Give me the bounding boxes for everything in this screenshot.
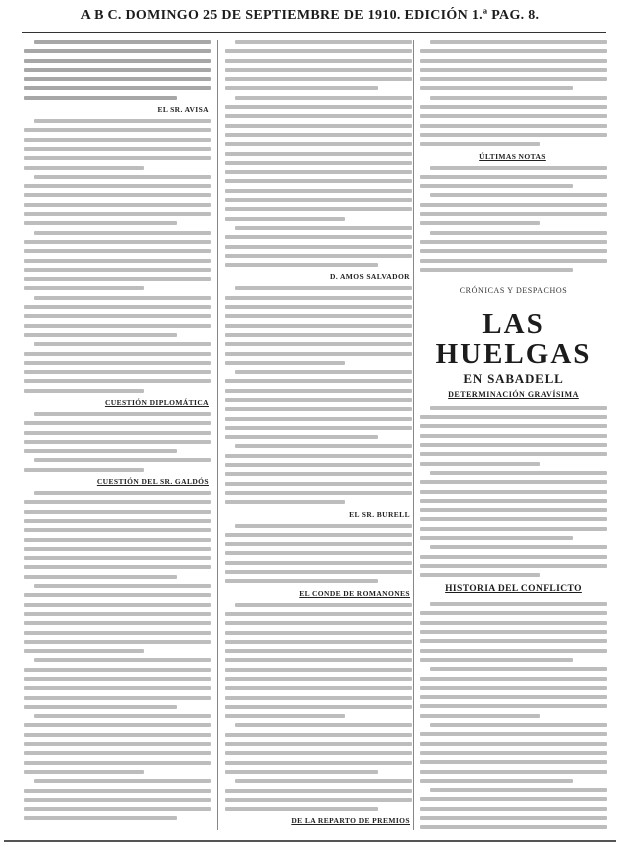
text-line — [430, 231, 607, 235]
text-line — [225, 407, 412, 411]
text-line — [34, 231, 211, 235]
text-line — [34, 779, 211, 783]
text-line — [24, 379, 211, 383]
text-line — [420, 49, 607, 53]
text-line — [24, 612, 211, 616]
text-line — [420, 443, 607, 447]
text-line — [235, 444, 412, 448]
text-line — [225, 733, 412, 737]
text-line — [24, 742, 211, 746]
text-line — [24, 500, 211, 504]
text-line — [24, 556, 211, 560]
text-line — [24, 770, 144, 774]
text-line — [225, 649, 412, 653]
text-line — [225, 68, 412, 72]
text-line — [235, 286, 412, 290]
text-line — [225, 435, 378, 439]
text-line — [420, 573, 540, 577]
text-line — [24, 193, 211, 197]
text-line — [225, 86, 378, 90]
text-line — [225, 361, 345, 365]
text-line — [225, 482, 412, 486]
text-line — [235, 603, 412, 607]
bottom-rule — [4, 840, 616, 842]
text-line — [225, 49, 412, 53]
text-line — [225, 677, 412, 681]
text-line — [34, 342, 211, 346]
text-line — [225, 714, 345, 718]
text-line — [420, 630, 607, 634]
text-line — [24, 789, 211, 793]
text-line — [420, 133, 607, 137]
text-line — [24, 686, 211, 690]
text-line — [225, 686, 412, 690]
text-line — [225, 296, 412, 300]
text-line — [34, 119, 211, 123]
text-line — [420, 742, 607, 746]
text-line — [225, 426, 412, 430]
text-line — [420, 462, 540, 466]
text-line — [225, 789, 412, 793]
text-line — [420, 114, 607, 118]
text-line — [24, 723, 211, 727]
text-line — [225, 235, 412, 239]
text-line — [420, 184, 573, 188]
text-line — [24, 49, 211, 53]
text-line — [420, 415, 607, 419]
text-line — [420, 508, 607, 512]
text-line — [225, 305, 412, 309]
text-line — [225, 579, 378, 583]
text-line — [24, 538, 211, 542]
page-header: A B C. DOMINGO 25 DE SEPTIEMBRE DE 1910. EDICIÓN 1.ª PAG. 8. — [80, 8, 540, 23]
text-line — [430, 602, 607, 606]
section-kicker: CRÓNICAS Y DESPACHOS — [459, 285, 568, 295]
text-line — [24, 259, 211, 263]
text-line — [24, 733, 211, 737]
text-line — [225, 751, 412, 755]
text-line — [24, 816, 177, 820]
text-line — [420, 240, 607, 244]
text-line — [24, 440, 211, 444]
text-line — [420, 124, 607, 128]
text-line — [24, 240, 211, 244]
text-line — [225, 161, 412, 165]
text-line — [225, 398, 412, 402]
text-line — [420, 760, 607, 764]
text-line — [24, 631, 211, 635]
text-line — [225, 570, 412, 574]
text-line — [420, 770, 607, 774]
text-line — [225, 352, 412, 356]
text-line — [420, 424, 607, 428]
text-line — [420, 564, 607, 568]
text-line — [430, 471, 607, 475]
text-line — [24, 166, 144, 170]
text-line — [24, 212, 211, 216]
section-byline: EL CONDE DE ROMANONES — [299, 588, 410, 598]
text-line — [24, 449, 177, 453]
text-line — [430, 667, 607, 671]
text-line — [420, 677, 607, 681]
text-line — [420, 175, 607, 179]
text-line — [420, 480, 607, 484]
text-line — [24, 96, 177, 100]
text-line — [24, 59, 211, 63]
text-line — [24, 807, 211, 811]
text-line — [225, 454, 412, 458]
text-line — [24, 575, 177, 579]
text-line — [34, 175, 211, 179]
section-byline: DE LA REPARTO DE PREMIOS — [291, 816, 410, 826]
text-line — [24, 249, 211, 253]
text-line — [420, 86, 573, 90]
text-line — [420, 797, 607, 801]
text-line — [24, 138, 211, 142]
text-line — [225, 245, 412, 249]
text-line — [225, 472, 412, 476]
text-line — [24, 156, 211, 160]
text-line — [225, 314, 412, 318]
text-line — [235, 226, 412, 230]
text-line — [24, 510, 211, 514]
text-line — [420, 77, 607, 81]
text-line — [24, 677, 211, 681]
section-byline: D. AMOS SALVADOR — [330, 272, 410, 282]
text-line — [225, 631, 412, 635]
text-line — [24, 468, 144, 472]
text-line — [420, 825, 607, 829]
text-line — [225, 612, 412, 616]
text-line — [225, 533, 412, 537]
text-line — [24, 268, 211, 272]
text-line — [34, 458, 211, 462]
text-line — [24, 324, 211, 328]
text-line — [225, 142, 412, 146]
column-divider — [413, 40, 414, 830]
text-line — [420, 434, 607, 438]
text-line — [420, 658, 573, 662]
text-line — [420, 221, 540, 225]
text-line — [430, 166, 607, 170]
text-line — [225, 59, 412, 63]
text-line — [24, 184, 211, 188]
text-line — [24, 305, 211, 309]
text-line — [225, 152, 412, 156]
text-line — [225, 207, 412, 211]
text-line — [24, 389, 144, 393]
text-line — [24, 603, 211, 607]
text-line — [420, 611, 607, 615]
text-line — [420, 621, 607, 625]
text-line — [420, 68, 607, 72]
text-line — [420, 59, 607, 63]
text-line — [24, 421, 211, 425]
text-line — [420, 268, 573, 272]
text-line — [225, 198, 412, 202]
text-line — [225, 217, 345, 221]
text-line — [430, 40, 607, 44]
text-line — [225, 254, 412, 258]
text-line — [24, 761, 211, 765]
text-line — [24, 640, 211, 644]
headline-deck: DETERMINACIÓN GRAVÍSIMA — [448, 389, 579, 399]
text-line — [225, 379, 412, 383]
main-headline: LAS HUELGAS — [435, 307, 592, 370]
section-byline: EL SR. BURELL — [349, 509, 410, 519]
text-line — [420, 212, 607, 216]
text-line — [24, 128, 211, 132]
text-line — [225, 807, 378, 811]
text-line — [34, 714, 211, 718]
text-line — [225, 333, 412, 337]
header-rule — [22, 32, 606, 33]
text-line — [420, 452, 607, 456]
text-line — [420, 695, 607, 699]
text-line — [24, 221, 177, 225]
text-line — [420, 249, 607, 253]
section-heading: HISTORIA DEL CONFLICTO — [445, 584, 582, 595]
text-line — [430, 788, 607, 792]
text-line — [225, 500, 345, 504]
text-line — [225, 179, 412, 183]
text-line — [24, 333, 177, 337]
text-line — [24, 286, 144, 290]
text-line — [24, 314, 211, 318]
column-2 — [225, 40, 412, 830]
text-line — [225, 124, 412, 128]
text-line — [420, 816, 607, 820]
text-line — [430, 193, 607, 197]
text-line — [34, 491, 211, 495]
text-line — [430, 96, 607, 100]
text-line — [225, 761, 412, 765]
text-line — [430, 406, 607, 410]
text-line — [225, 114, 412, 118]
text-line — [24, 565, 211, 569]
text-line — [225, 640, 412, 644]
text-line — [420, 517, 607, 521]
text-line — [34, 296, 211, 300]
text-line — [34, 40, 211, 44]
text-line — [225, 105, 412, 109]
section-byline: CUESTIÓN DEL SR. GALDÓS — [96, 477, 209, 487]
text-line — [24, 352, 211, 356]
text-line — [24, 593, 211, 597]
text-line — [34, 658, 211, 662]
text-line — [225, 542, 412, 546]
text-line — [225, 742, 412, 746]
text-line — [235, 723, 412, 727]
text-line — [420, 649, 607, 653]
text-line — [225, 658, 412, 662]
text-line — [420, 714, 540, 718]
text-line — [225, 798, 412, 802]
text-line — [225, 263, 378, 267]
text-line — [225, 189, 412, 193]
text-line — [24, 86, 211, 90]
text-line — [225, 170, 412, 174]
text-line — [420, 499, 607, 503]
text-line — [24, 77, 211, 81]
text-line — [34, 412, 211, 416]
text-line — [24, 528, 211, 532]
text-line — [24, 361, 211, 365]
text-line — [24, 751, 211, 755]
text-line — [235, 779, 412, 783]
text-line — [420, 527, 607, 531]
text-line — [225, 696, 412, 700]
subheadline: EN SABADELL — [463, 370, 564, 386]
text-line — [24, 277, 211, 281]
text-line — [24, 649, 144, 653]
text-line — [235, 524, 412, 528]
text-line — [225, 342, 412, 346]
text-line — [225, 668, 412, 672]
text-line — [24, 519, 211, 523]
text-line — [225, 133, 412, 137]
text-line — [420, 807, 607, 811]
text-line — [34, 584, 211, 588]
text-line — [430, 723, 607, 727]
column-3 — [420, 40, 607, 830]
text-line — [235, 370, 412, 374]
text-line — [24, 370, 211, 374]
text-line — [24, 696, 211, 700]
text-line — [420, 203, 607, 207]
section-byline: CUESTIÓN DIPLOMÁTICA — [104, 397, 209, 407]
text-line — [24, 203, 211, 207]
text-line — [420, 105, 607, 109]
text-line — [225, 491, 412, 495]
section-label: ÚLTIMAS NOTAS — [479, 151, 546, 161]
text-line — [420, 259, 607, 263]
text-line — [225, 324, 412, 328]
text-line — [420, 704, 607, 708]
text-line — [225, 561, 412, 565]
column-1 — [24, 40, 211, 830]
text-line — [225, 463, 412, 467]
text-line — [225, 77, 412, 81]
text-line — [24, 798, 211, 802]
text-line — [24, 705, 177, 709]
text-line — [420, 732, 607, 736]
text-line — [235, 40, 412, 44]
text-line — [235, 96, 412, 100]
text-line — [225, 417, 412, 421]
text-line — [24, 147, 211, 151]
text-line — [24, 668, 211, 672]
text-line — [420, 536, 573, 540]
text-line — [420, 639, 607, 643]
text-line — [420, 142, 540, 146]
text-line — [24, 68, 211, 72]
text-line — [420, 779, 573, 783]
text-line — [420, 686, 607, 690]
text-line — [225, 389, 412, 393]
text-line — [24, 431, 211, 435]
text-line — [225, 770, 378, 774]
text-line — [225, 621, 412, 625]
column-divider — [217, 40, 218, 830]
text-line — [24, 621, 211, 625]
text-line — [430, 545, 607, 549]
text-line — [420, 490, 607, 494]
text-line — [420, 751, 607, 755]
text-line — [420, 555, 607, 559]
text-line — [225, 551, 412, 555]
section-byline: EL SR. AVISA — [157, 105, 209, 115]
text-line — [225, 705, 412, 709]
text-line — [24, 547, 211, 551]
